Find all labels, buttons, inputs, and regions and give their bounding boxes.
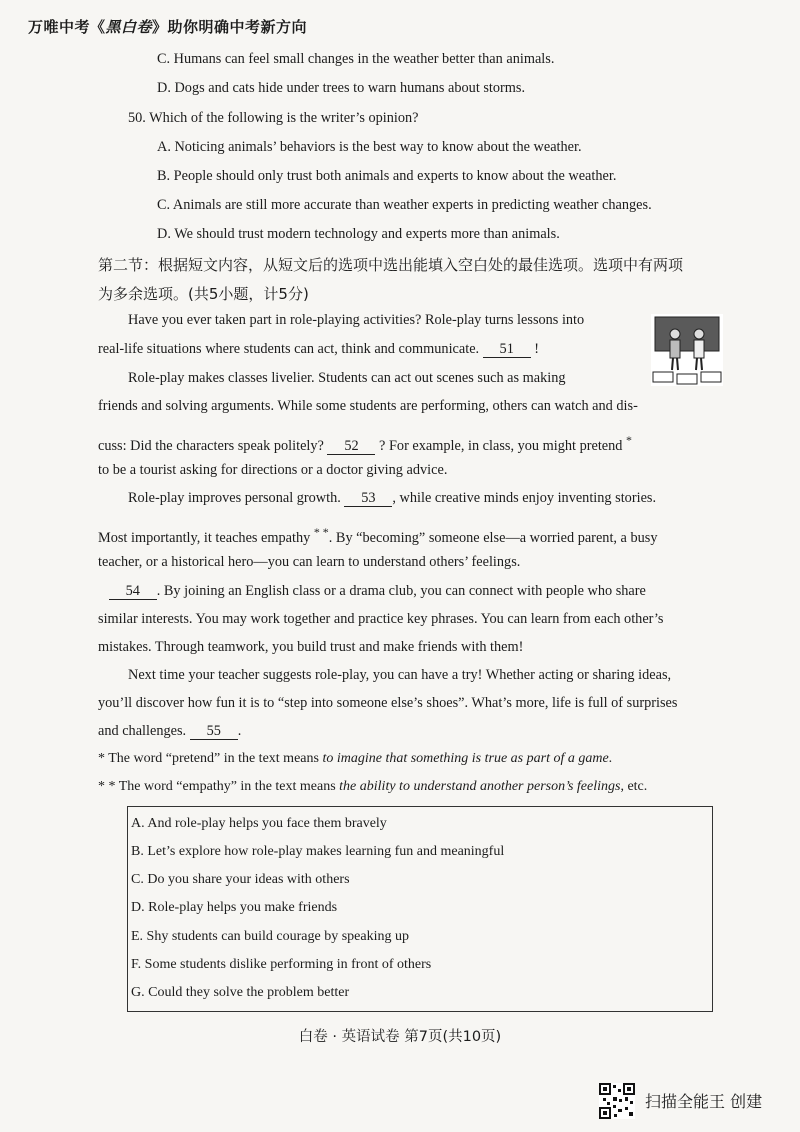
passage-p4-line3: mistakes. Through teamwork, you build trust and make friends with them! (98, 639, 524, 655)
q50-option-d: D. We should trust modern technology and experts more than animals. (157, 226, 560, 242)
scanner-watermark: 扫描全能王 创建 (645, 1092, 763, 1111)
text-segment: and challenges. (98, 723, 187, 739)
text-segment: * * The word “empathy” in the text means (98, 779, 340, 794)
text-segment: the ability to understand another person’s feelings (339, 779, 621, 794)
q49-option-d: D. Dogs and cats hide under trees to warn humans about storms. (157, 80, 526, 96)
passage-p3-line2 (98, 525, 658, 547)
blank-53[interactable]: 53 (344, 491, 392, 507)
passage-p2-line2: friends and solving arguments. While some students are performing, others can watch and dis- (98, 398, 638, 414)
header-title: 黑白卷 (105, 18, 153, 36)
text-segment: Most importantly, it teaches empathy (98, 529, 311, 546)
passage-p3-line3: teacher, or a historical hero—you can learn to understand others’ feelings. (98, 554, 521, 570)
choice-a[interactable]: A. And role-play helps you face them bravely (131, 816, 387, 831)
text-segment: to imagine that something is true as part of a game (322, 751, 609, 766)
passage-p2-line4: to be a tourist asking for directions or a doctor giving advice. (98, 462, 448, 478)
q50-option-b: B. People should only trust both animals and experts to know about the weather. (157, 168, 617, 184)
header-suffix: 》助你明确中考新方向 (152, 18, 308, 36)
text-segment: . By joining an English class or a drama club, you can connect with people who share (156, 583, 646, 599)
choice-e[interactable]: E. Shy students can build courage by speaking up (131, 929, 410, 944)
passage-p5-line1: Next time your teacher suggests role-play, you can have a try! Whether acting or sharing ideas, (128, 667, 672, 683)
passage-p4-line2: similar interests. You may work together and practice key phrases. You can learn from each other’s (98, 611, 664, 627)
passage-p1-line2 (98, 341, 539, 358)
footnote-empathy (98, 779, 647, 795)
text-segment: . By “becoming” someone else—a worried parent, a busy (328, 529, 658, 546)
choice-f[interactable]: F. Some students dislike performing in front of others (131, 957, 432, 972)
passage-p5-line3 (98, 723, 241, 740)
footnote-pretend (98, 751, 612, 767)
passage-p2-line1: Role-play makes classes livelier. Students can act out scenes such as making (128, 370, 566, 386)
classroom-roleplay-illustration (651, 314, 723, 386)
q50-option-c: C. Animals are still more accurate than weather experts in predicting weather changes. (157, 197, 652, 213)
passage-p1-line1: Have you ever taken part in role-playing activities? Role-play turns lessons into (128, 312, 585, 328)
page-footer: 白卷 · 英语试卷 第7页(共10页) (298, 1029, 502, 1045)
q50-stem: 50. Which of the following is the writer’s opinion? (128, 110, 419, 126)
q49-option-c: C. Humans can feel small changes in the weather better than animals. (157, 51, 555, 67)
section2-instruction-line1: 第二节：根据短文内容，从短文后的选项中选出能填入空白处的最佳选项。选项中有两项 (98, 256, 684, 274)
text-segment: real-life situations where students can act, think and communicate. (98, 341, 480, 357)
blank-54[interactable]: 54 (109, 584, 157, 600)
text-segment: , while creative minds enjoy inventing stories. (392, 490, 657, 506)
page-header (28, 16, 307, 37)
passage-p4-line1 (98, 583, 646, 600)
text-segment: * The word “pretend” in the text means (98, 751, 323, 766)
footnote-stars: * * (313, 525, 329, 539)
blank-52[interactable]: 52 (327, 439, 375, 455)
footnote-star: * (626, 433, 632, 447)
text-segment: Role-play improves personal growth. (128, 490, 341, 506)
text-segment: ! (534, 341, 540, 357)
choice-d[interactable]: D. Role-play helps you make friends (131, 900, 338, 915)
section2-instruction-line2: 为多余选项。(共5小题，计5分) (98, 285, 309, 303)
q50-option-a: A. Noticing animals’ behaviors is the best way to know about the weather. (157, 139, 582, 155)
qr-code-icon (599, 1083, 635, 1119)
text-segment: ? For example, in class, you might pretend (379, 437, 623, 454)
text-segment: cuss: Did the characters speak politely? (98, 437, 324, 454)
choices-box (127, 806, 713, 1012)
passage-p2-line3 (98, 433, 632, 455)
choice-g[interactable]: G. Could they solve the problem better (131, 985, 350, 1000)
text-segment: . (237, 723, 242, 739)
header-prefix: 万唯中考《 (28, 18, 106, 36)
choice-c[interactable]: C. Do you share your ideas with others (131, 872, 350, 887)
blank-51[interactable]: 51 (483, 342, 531, 358)
text-segment: . (608, 751, 613, 766)
choice-b[interactable]: B. Let’s explore how role-play makes learning fun and meaningful (131, 844, 505, 859)
blank-55[interactable]: 55 (190, 724, 238, 740)
passage-p5-line2: you’ll discover how fun it is to “step into someone else’s shoes”. What’s more, life is full of surprises (98, 695, 678, 711)
passage-p3-line1 (128, 490, 656, 507)
text-segment: , etc. (620, 779, 648, 794)
